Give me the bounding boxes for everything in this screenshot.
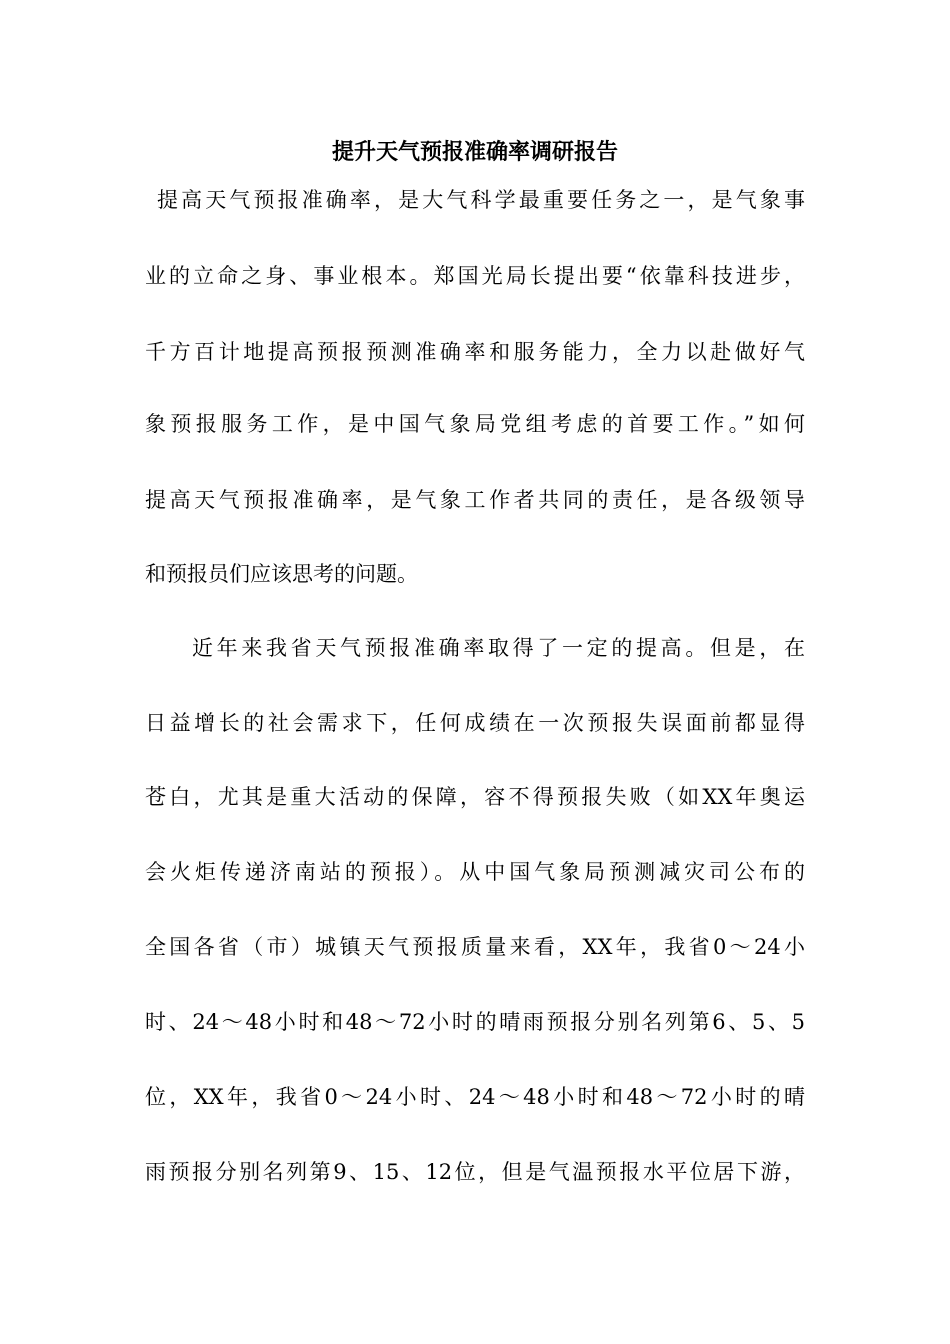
paragraph-1-line-3: 千方百计地提高预报预测准确率和服务能力，全力以赴做好气 <box>145 340 805 364</box>
paragraph-1-line-2: 业的立命之身、事业根本。郑国光局长提出要“依靠科技进步， <box>145 264 805 288</box>
paragraph-2-line-3: 苍白，尤其是重大活动的保障，容不得预报失败（如XX年奥运 <box>145 785 805 809</box>
paragraph-2-line-6: 时、24～48小时和48～72小时的晴雨预报分别名列第6、5、5 <box>145 1010 805 1034</box>
paragraph-2-line-4: 会火炬传递济南站的预报）。从中国气象局预测减灾司公布的 <box>145 860 805 884</box>
paragraph-1-line-5: 提高天气预报准确率，是气象工作者共同的责任，是各级领导 <box>145 488 805 512</box>
paragraph-2-line-2: 日益增长的社会需求下，任何成绩在一次预报失误面前都显得 <box>145 711 805 735</box>
paragraph-2-line-8: 雨预报分别名列第9、15、12位，但是气温预报水平位居下游， <box>145 1160 805 1184</box>
paragraph-1-line-6: 和预报员们应该思考的问题。 <box>145 562 418 586</box>
paragraph-2-line-7: 位，XX年，我省0～24小时、24～48小时和48～72小时的晴 <box>145 1085 805 1109</box>
paragraph-1-line-1: 提高天气预报准确率，是大气科学最重要任务之一，是气象事 <box>157 188 805 212</box>
document-title: 提升天气预报准确率调研报告 <box>331 139 618 165</box>
paragraph-2-line-5: 全国各省（市）城镇天气预报质量来看，XX年，我省0～24小 <box>145 935 805 959</box>
paragraph-2-line-1: 近年来我省天气预报准确率取得了一定的提高。但是，在 <box>192 636 805 660</box>
paragraph-1-line-4: 象预报服务工作，是中国气象局党组考虑的首要工作。”如何 <box>145 412 805 436</box>
